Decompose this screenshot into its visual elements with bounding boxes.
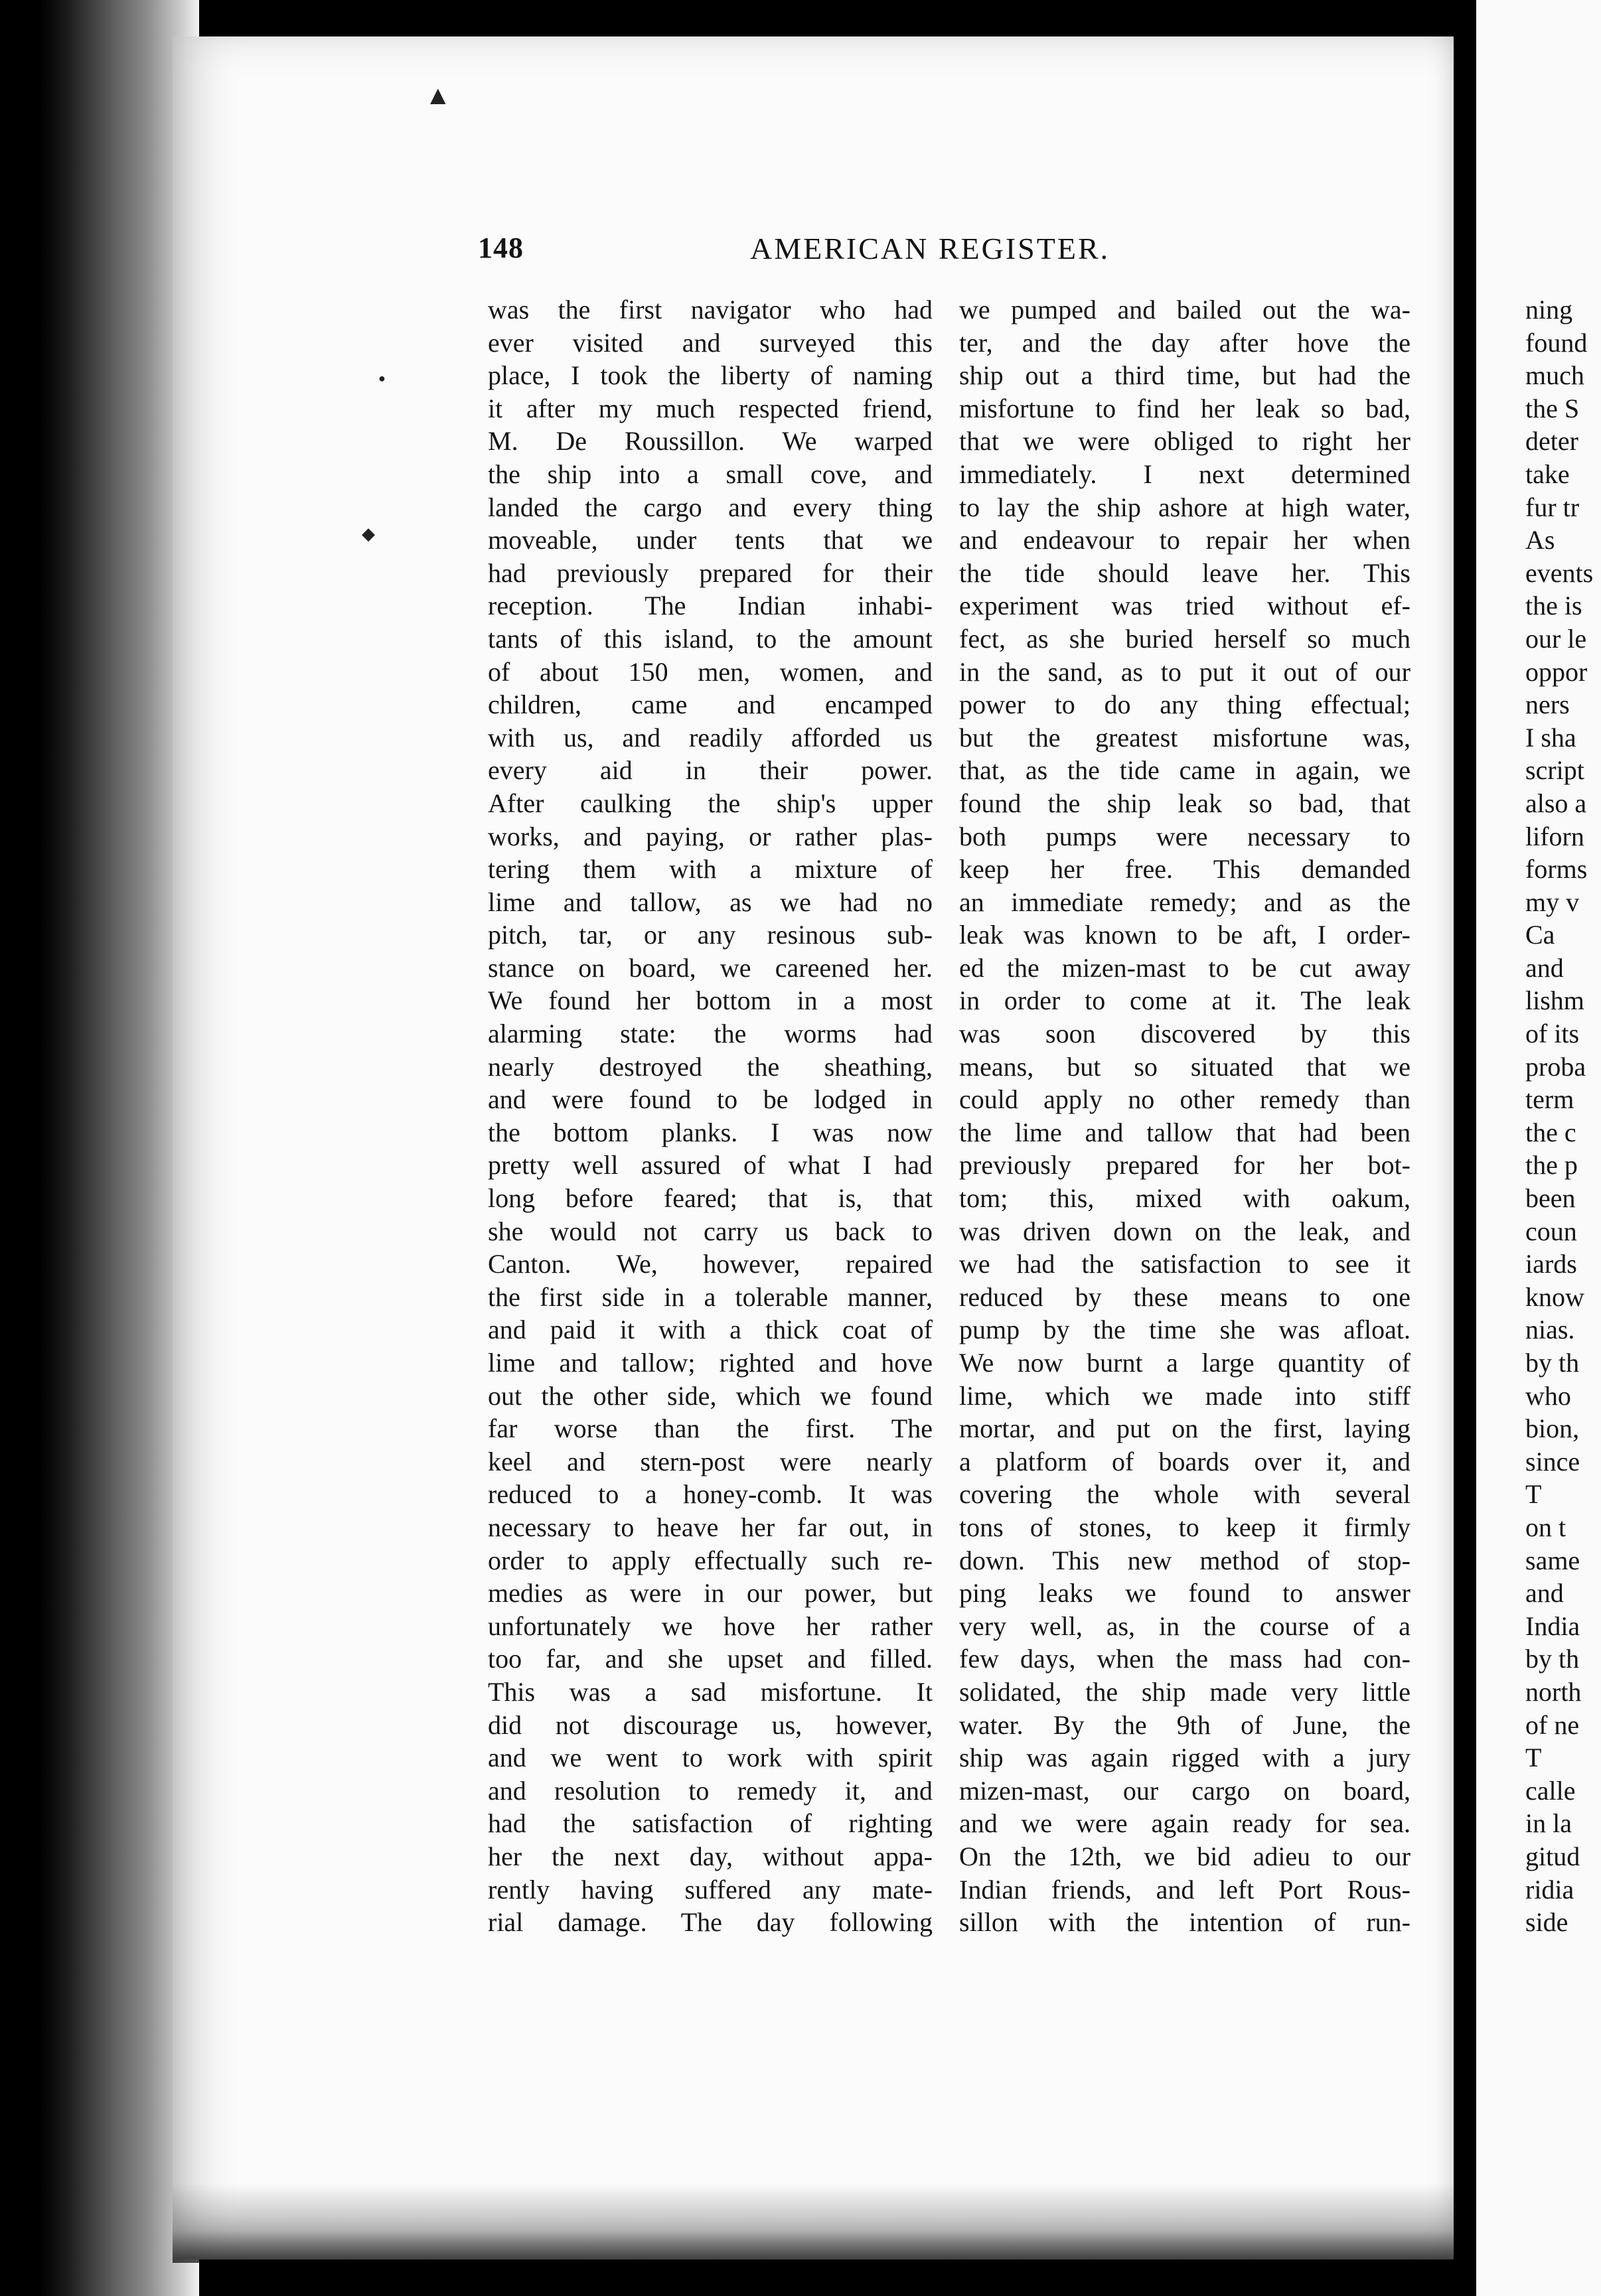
text-line: found [1525, 327, 1588, 358]
text-line: We found her bottom in a most [488, 985, 933, 1016]
page-number: 148 [478, 232, 524, 264]
text-line: order to apply effectually such re- [488, 1545, 933, 1575]
text-line: ed the mizen-mast to be cut away [959, 952, 1410, 983]
text-line: After caulking the ship's upper [488, 788, 933, 818]
text-line: and we went to work with spirit [488, 1743, 933, 1773]
text-line: a platform of boards over it, and [959, 1446, 1410, 1476]
text-line: liforn [1525, 821, 1584, 851]
text-line: to lay the ship ashore at high water, [959, 492, 1410, 522]
text-line: pitch, tar, or any resinous sub- [488, 920, 933, 950]
text-line: landed the cargo and every thing [488, 492, 933, 522]
text-line: side [1525, 1907, 1568, 1938]
text-line: misfortune to find her leak so bad, [959, 393, 1410, 423]
text-line: and we were again ready for sea. [959, 1808, 1410, 1839]
text-line: of its [1525, 1019, 1580, 1049]
text-line: We now burnt a large quantity of [959, 1348, 1410, 1378]
text-line: means, but so situated that we [959, 1051, 1410, 1082]
text-line: the S [1525, 393, 1580, 423]
text-line: rently having suffered any mate- [488, 1874, 933, 1904]
text-line: we had the satisfaction to see it [959, 1249, 1410, 1279]
text-line: out the other side, which we found [488, 1380, 933, 1411]
ink-spot: ◆ [362, 524, 375, 543]
text-line: lishm [1525, 985, 1584, 1016]
text-line: moveable, under tents that we [488, 525, 933, 555]
text-line: take [1525, 459, 1570, 489]
text-line: was soon discovered by this [959, 1019, 1410, 1049]
text-line: both pumps were necessary to [959, 821, 1410, 851]
text-column-left [488, 293, 933, 1939]
text-line: in la [1525, 1808, 1572, 1839]
text-line: been [1525, 1183, 1576, 1214]
text-line: nias. [1525, 1315, 1575, 1345]
text-line: and resolution to remedy it, and [488, 1775, 933, 1806]
text-line: keel and stern-post were nearly [488, 1446, 933, 1476]
text-line: she would not carry us back to [488, 1216, 933, 1246]
text-line: very well, as, in the course of a [959, 1611, 1410, 1641]
text-line: the p [1525, 1150, 1578, 1181]
text-line: was the first navigator who had [488, 295, 933, 324]
text-line: M. De Roussillon. We warped [488, 426, 933, 457]
page-header [478, 231, 1460, 277]
text-line: by th [1525, 1348, 1580, 1378]
text-line: alarming state: the worms had [488, 1019, 933, 1049]
text-line: and [1525, 952, 1564, 983]
text-line: power to do any thing effectual; [959, 689, 1410, 720]
text-line: the c [1525, 1117, 1576, 1147]
text-line: coun [1525, 1216, 1577, 1246]
text-line: that we were obliged to right her [959, 426, 1410, 457]
text-line: an immediate remedy; and as the [959, 887, 1410, 917]
text-line: water. By the 9th of June, the [959, 1709, 1410, 1740]
text-line: same [1525, 1545, 1580, 1575]
text-line: reduced by these means to one [959, 1281, 1410, 1312]
text-line: leak was known to be aft, I order- [959, 920, 1410, 950]
text-line: forms [1525, 854, 1588, 885]
text-line: ridia [1525, 1874, 1574, 1904]
text-line: had previously prepared for their [488, 557, 933, 588]
text-line: the ship into a small cove, and [488, 459, 933, 489]
text-line: few days, when the mass had con- [959, 1644, 1410, 1674]
text-line: who [1525, 1380, 1571, 1411]
text-line: tants of this island, to the amount [488, 623, 933, 654]
text-line: tons of stones, to keep it firmly [959, 1512, 1410, 1542]
ink-spot: ● [378, 372, 386, 385]
text-line: medies as were in our power, but [488, 1578, 933, 1609]
text-line: children, came and encamped [488, 689, 933, 720]
text-line: the is [1525, 591, 1582, 621]
text-line: long before feared; that is, that [488, 1183, 933, 1214]
text-line: necessary to heave her far out, in [488, 1512, 933, 1542]
text-line: deter [1525, 426, 1578, 457]
text-line: term [1525, 1084, 1574, 1115]
text-line: This was a sad misfortune. It [488, 1676, 933, 1707]
text-line: reception. The Indian inhabi- [488, 591, 933, 621]
text-line: but the greatest misfortune was, [959, 722, 1410, 753]
text-line: reduced to a honey-comb. It was [488, 1479, 933, 1510]
running-head: AMERICAN REGISTER. [750, 232, 1110, 265]
text-line: lime, which we made into stiff [959, 1380, 1410, 1411]
text-line: too far, and she upset and filled. [488, 1644, 933, 1674]
text-line: gitud [1525, 1841, 1580, 1871]
text-line: fur tr [1525, 492, 1580, 522]
text-line: ship was again rigged with a jury [959, 1743, 1410, 1773]
text-line: lime and tallow, as we had no [488, 887, 933, 917]
text-line: my v [1525, 887, 1580, 917]
text-line: ning [1525, 295, 1573, 324]
text-line: calle [1525, 1775, 1576, 1806]
text-line: unfortunately we hove her rather [488, 1611, 933, 1641]
text-line: ter, and the day after hove the [959, 327, 1410, 358]
text-line: know [1525, 1281, 1584, 1312]
text-line: previously prepared for her bot- [959, 1150, 1410, 1181]
text-line: ners [1525, 689, 1570, 720]
text-line: solidated, the ship made very little [959, 1676, 1410, 1707]
text-line: covering the whole with several [959, 1479, 1410, 1510]
text-line: pump by the time she was afloat. [959, 1315, 1410, 1345]
text-line: rial damage. The day following [488, 1907, 933, 1938]
text-line: Canton. We, however, repaired [488, 1249, 933, 1279]
text-line: lime and tallow; righted and hove [488, 1348, 933, 1378]
text-line: events [1525, 557, 1594, 588]
text-line: her the next day, without appa- [488, 1841, 933, 1871]
text-line: much [1525, 360, 1584, 391]
text-line: keep her free. This demanded [959, 854, 1410, 885]
text-line: by th [1525, 1644, 1580, 1674]
text-line: that, as the tide came in again, we [959, 755, 1410, 786]
text-line: down. This new method of stop- [959, 1545, 1410, 1575]
text-line: with us, and readily afforded us [488, 722, 933, 753]
text-line: pretty well assured of what I had [488, 1150, 933, 1181]
text-line: in the sand, as to put it out of our [959, 656, 1410, 687]
text-line: north [1525, 1676, 1582, 1707]
text-line: and endeavour to repair her when [959, 525, 1410, 555]
page-bottom-shadow [173, 2183, 1454, 2263]
text-line: mortar, and put on the first, laying [959, 1413, 1410, 1444]
text-line: tom; this, mixed with oakum, [959, 1183, 1410, 1214]
text-line: On the 12th, we bid adieu to our [959, 1841, 1410, 1871]
text-line: ship out a third time, but had the [959, 360, 1410, 391]
text-line: I sha [1525, 722, 1576, 753]
text-line: oppor [1525, 656, 1588, 687]
text-line: Ca [1525, 920, 1555, 950]
text-line: tering them with a mixture of [488, 854, 933, 885]
text-line: it after my much respected friend, [488, 393, 933, 423]
text-line: nearly destroyed the sheathing, [488, 1051, 933, 1082]
text-line: was driven down on the leak, and [959, 1216, 1410, 1246]
text-line: also a [1525, 788, 1587, 818]
text-line: works, and paying, or rather plas- [488, 821, 933, 851]
text-line: did not discourage us, however, [488, 1709, 933, 1740]
text-line: found the ship leak so bad, that [959, 788, 1410, 818]
text-line: had the satisfaction of righting [488, 1808, 933, 1839]
text-line: and paid it with a thick coat of [488, 1315, 933, 1345]
text-line: immediately. I next determined [959, 459, 1410, 489]
text-line: fect, as she buried herself so much [959, 623, 1410, 654]
text-line: the first side in a tolerable manner, [488, 1281, 933, 1312]
text-line: our le [1525, 623, 1587, 654]
scan-left-margin [0, 0, 199, 2296]
text-line: proba [1525, 1051, 1586, 1082]
text-line: we pumped and bailed out the wa- [959, 295, 1410, 324]
text-line: of ne [1525, 1709, 1580, 1740]
text-line: stance on board, we careened her. [488, 952, 933, 983]
text-line: Indian friends, and left Port Rous- [959, 1874, 1410, 1904]
text-line: could apply no other remedy than [959, 1084, 1410, 1115]
text-line: ever visited and surveyed this [488, 327, 933, 358]
text-line: sillon with the intention of run- [959, 1907, 1410, 1938]
text-line: ping leaks we found to answer [959, 1578, 1410, 1609]
text-line: and were found to be lodged in [488, 1084, 933, 1115]
text-line: script [1525, 755, 1584, 786]
text-column-cropped-right [1525, 293, 1601, 1939]
text-line: on t [1525, 1512, 1566, 1542]
ink-spot: ▲ [425, 80, 451, 110]
text-line: the tide should leave her. This [959, 557, 1410, 588]
text-line: India [1525, 1611, 1580, 1641]
text-line: since [1525, 1446, 1580, 1476]
text-column-middle [959, 293, 1410, 1939]
text-line: mizen-mast, our cargo on board, [959, 1775, 1410, 1806]
text-line: bion, [1525, 1413, 1580, 1444]
text-line: iards [1525, 1249, 1577, 1279]
text-line: of about 150 men, women, and [488, 656, 933, 687]
text-line: place, I took the liberty of naming [488, 360, 933, 391]
text-line: experiment was tried without ef- [959, 591, 1410, 621]
text-line: As [1525, 525, 1555, 555]
text-line: T [1525, 1743, 1542, 1773]
text-line: the lime and tallow that had been [959, 1117, 1410, 1147]
text-line: T [1525, 1479, 1542, 1510]
text-line: far worse than the first. The [488, 1413, 933, 1444]
text-line: the bottom planks. I was now [488, 1117, 933, 1147]
text-line: and [1525, 1578, 1564, 1609]
text-line: in order to come at it. The leak [959, 985, 1410, 1016]
text-line: every aid in their power. [488, 755, 933, 786]
